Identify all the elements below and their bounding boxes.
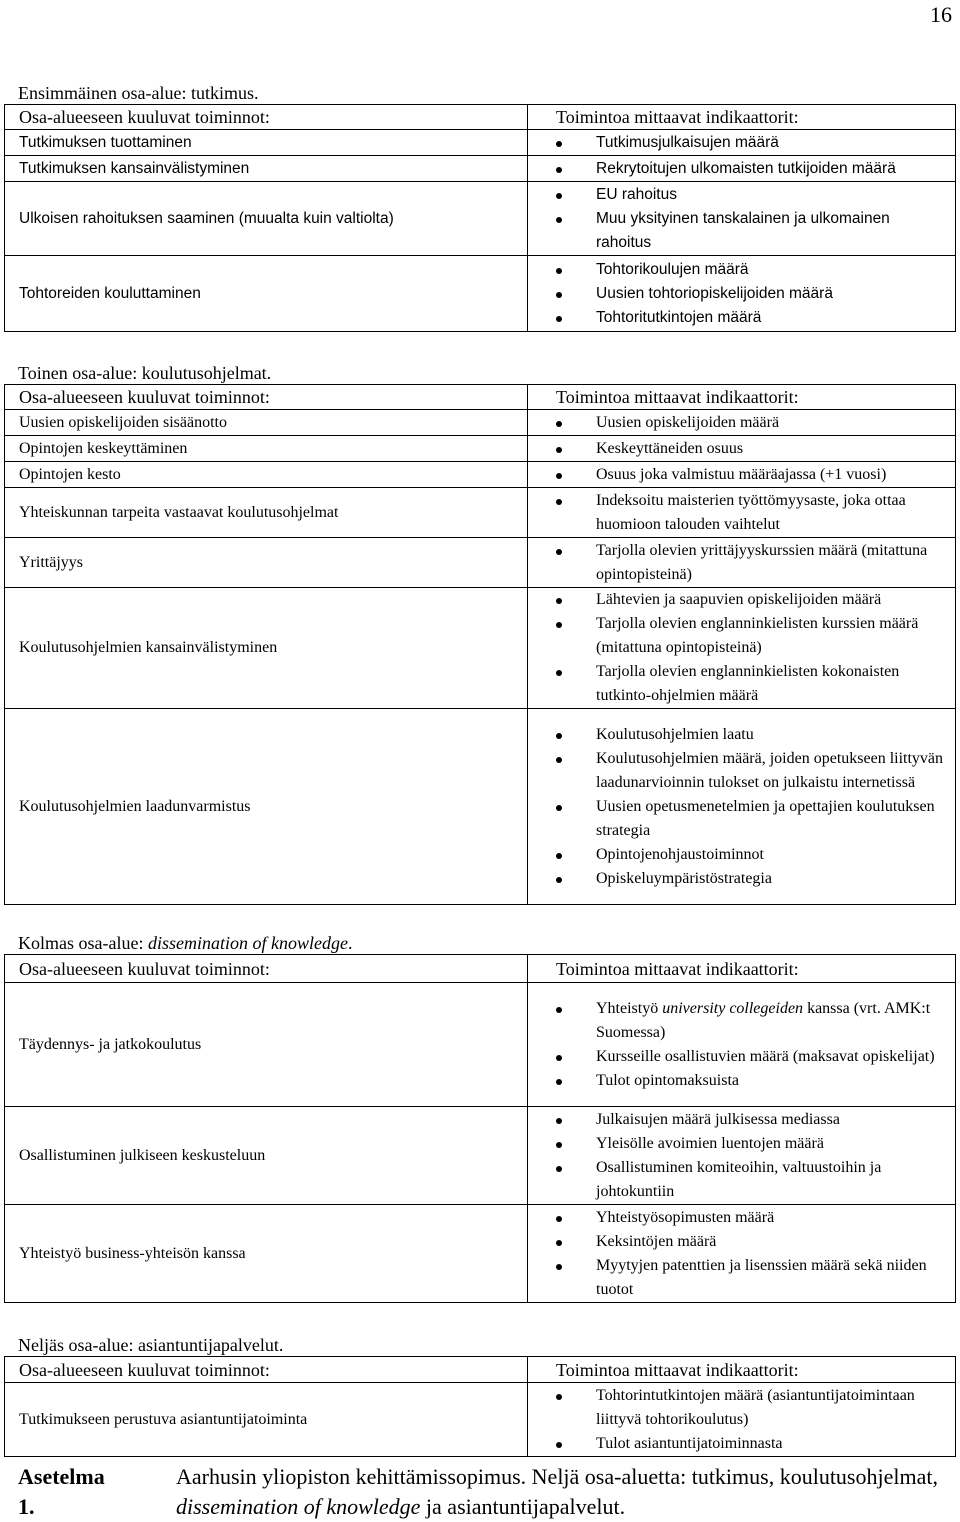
activity-cell: Opintojen keskeyttäminen bbox=[5, 436, 528, 462]
activity-cell: Tutkimuksen tuottaminen bbox=[5, 130, 528, 156]
dissemination-table bbox=[4, 954, 956, 1303]
activity-cell: Osallistuminen julkiseen keskusteluun bbox=[5, 1107, 528, 1205]
caption-label: Asetelma 1. bbox=[18, 1464, 105, 1519]
activity-cell: Yhteiskunnan tarpeita vastaavat koulutusohjelmat bbox=[5, 488, 528, 538]
header-activities: Osa-alueeseen kuuluvat toiminnot: bbox=[5, 955, 528, 983]
caption-text: Aarhusin yliopiston kehittämissopimus. Neljä osa-aluetta: tutkimus, koulutusohjelmat, dissemination of knowledge ja asiantuntijapalvelut. bbox=[176, 1464, 938, 1519]
activity-cell: Koulutusohjelmien laadunvarmistus bbox=[5, 709, 528, 905]
indicator-item: Uusien opiskelijoiden määrä bbox=[542, 411, 949, 435]
section-expert-services bbox=[4, 1334, 956, 1457]
indicator-item: Tulot asiantuntijatoiminnasta bbox=[542, 1432, 949, 1456]
activity-cell: Yhteistyö business-yhteisön kanssa bbox=[5, 1205, 528, 1303]
indicator-item: Tohtorintutkintojen määrä (asiantuntijatoimintaan liittyvä tohtorikoulutus) bbox=[542, 1384, 949, 1432]
indicator-item: Uusien opetusmenetelmien ja opettajien koulutuksen strategia bbox=[542, 795, 949, 843]
activity-cell: Yrittäjyys bbox=[5, 538, 528, 588]
indicator-item: Tutkimusjulkaisujen määrä bbox=[542, 131, 949, 155]
section-title: Kolmas osa-alue: dissemination of knowledge. bbox=[18, 933, 353, 953]
page-number: 16 bbox=[930, 2, 952, 27]
header-indicators: Toimintoa mittaavat indikaattorit: bbox=[528, 105, 956, 130]
header-indicators: Toimintoa mittaavat indikaattorit: bbox=[528, 1357, 956, 1383]
section-title: Neljäs osa-alue: asiantuntijapalvelut. bbox=[18, 1335, 284, 1355]
section-research bbox=[4, 82, 956, 332]
indicator-item: Uusien tohtoriopiskelijoiden määrä bbox=[542, 282, 949, 306]
indicator-item: Yhteistyösopimusten määrä bbox=[542, 1206, 949, 1230]
header-indicators: Toimintoa mittaavat indikaattorit: bbox=[528, 385, 956, 410]
section-dissemination bbox=[4, 932, 956, 1303]
indicator-item: Tarjolla olevien yrittäjyyskurssien määrä (mitattuna opintopisteinä) bbox=[542, 539, 949, 587]
indicator-item: Tulot opintomaksuista bbox=[542, 1069, 949, 1093]
indicator-item: Tarjolla olevien englanninkielisten kurssien määrä (mitattuna opintopisteinä) bbox=[542, 612, 949, 660]
activity-cell: Koulutusohjelmien kansainvälistyminen bbox=[5, 588, 528, 709]
indicator-item: Indeksoitu maisterien työttömyysaste, joka ottaa huomioon talouden vaihtelut bbox=[542, 489, 949, 537]
indicator-item: Myytyjen patenttien ja lisenssien määrä sekä niiden tuotot bbox=[542, 1254, 949, 1302]
indicator-item: Julkaisujen määrä julkisessa mediassa bbox=[542, 1108, 949, 1132]
activity-cell: Täydennys- ja jatkokoulutus bbox=[5, 983, 528, 1107]
activity-cell: Tutkimuksen kansainvälistyminen bbox=[5, 156, 528, 182]
indicator-item: Tohtorikoulujen määrä bbox=[542, 258, 949, 282]
activity-cell: Tutkimukseen perustuva asiantuntijatoiminta bbox=[5, 1383, 528, 1457]
research-table bbox=[4, 104, 956, 332]
indicator-item: Yleisölle avoimien luentojen määrä bbox=[542, 1132, 949, 1156]
section-programmes bbox=[4, 362, 956, 905]
programmes-table bbox=[4, 384, 956, 905]
indicator-item: Keskeyttäneiden osuus bbox=[542, 437, 949, 461]
expert-services-table bbox=[4, 1356, 956, 1457]
indicator-item: Osallistuminen komiteoihin, valtuustoihin ja johtokuntiin bbox=[542, 1156, 949, 1204]
indicator-item: Rekrytoitujen ulkomaisten tutkijoiden määrä bbox=[542, 157, 949, 181]
indicator-item: Tohtoritutkintojen määrä bbox=[542, 306, 949, 330]
indicator-item: Muu yksityinen tanskalainen ja ulkomainen rahoitus bbox=[542, 207, 949, 255]
indicator-item: Tarjolla olevien englanninkielisten kokonaisten tutkinto-ohjelmien määrä bbox=[542, 660, 949, 708]
activity-cell: Ulkoisen rahoituksen saaminen (muualta kuin valtiolta) bbox=[5, 182, 528, 256]
indicator-item: Kursseille osallistuvien määrä (maksavat opiskelijat) bbox=[542, 1045, 949, 1069]
header-indicators: Toimintoa mittaavat indikaattorit: bbox=[528, 955, 956, 983]
indicator-item: Opiskeluympäristöstrategia bbox=[542, 867, 949, 891]
header-activities: Osa-alueeseen kuuluvat toiminnot: bbox=[5, 105, 528, 130]
indicator-item: Lähtevien ja saapuvien opiskelijoiden määrä bbox=[542, 588, 949, 612]
section-title: Ensimmäinen osa-alue: tutkimus. bbox=[18, 83, 259, 103]
indicator-item: Opintojenohjaustoiminnot bbox=[542, 843, 949, 867]
indicator-item: Keksintöjen määrä bbox=[542, 1230, 949, 1254]
section-title: Toinen osa-alue: koulutusohjelmat. bbox=[18, 363, 272, 383]
indicator-item: Koulutusohjelmien laatu bbox=[542, 723, 949, 747]
indicator-item: Osuus joka valmistuu määräajassa (+1 vuosi) bbox=[542, 463, 949, 487]
indicator-item: Yhteistyö university collegeiden kanssa (vrt. AMK:t Suomessa) bbox=[542, 997, 949, 1045]
header-activities: Osa-alueeseen kuuluvat toiminnot: bbox=[5, 1357, 528, 1383]
activity-cell: Tohtoreiden kouluttaminen bbox=[5, 256, 528, 332]
header-activities: Osa-alueeseen kuuluvat toiminnot: bbox=[5, 385, 528, 410]
activity-cell: Uusien opiskelijoiden sisäänotto bbox=[5, 410, 528, 436]
indicator-item: Koulutusohjelmien määrä, joiden opetukseen liittyvän laadunarvioinnin tulokset on julkaistu internetissä bbox=[542, 747, 949, 795]
indicator-item: EU rahoitus bbox=[542, 183, 949, 207]
activity-cell: Opintojen kesto bbox=[5, 462, 528, 488]
